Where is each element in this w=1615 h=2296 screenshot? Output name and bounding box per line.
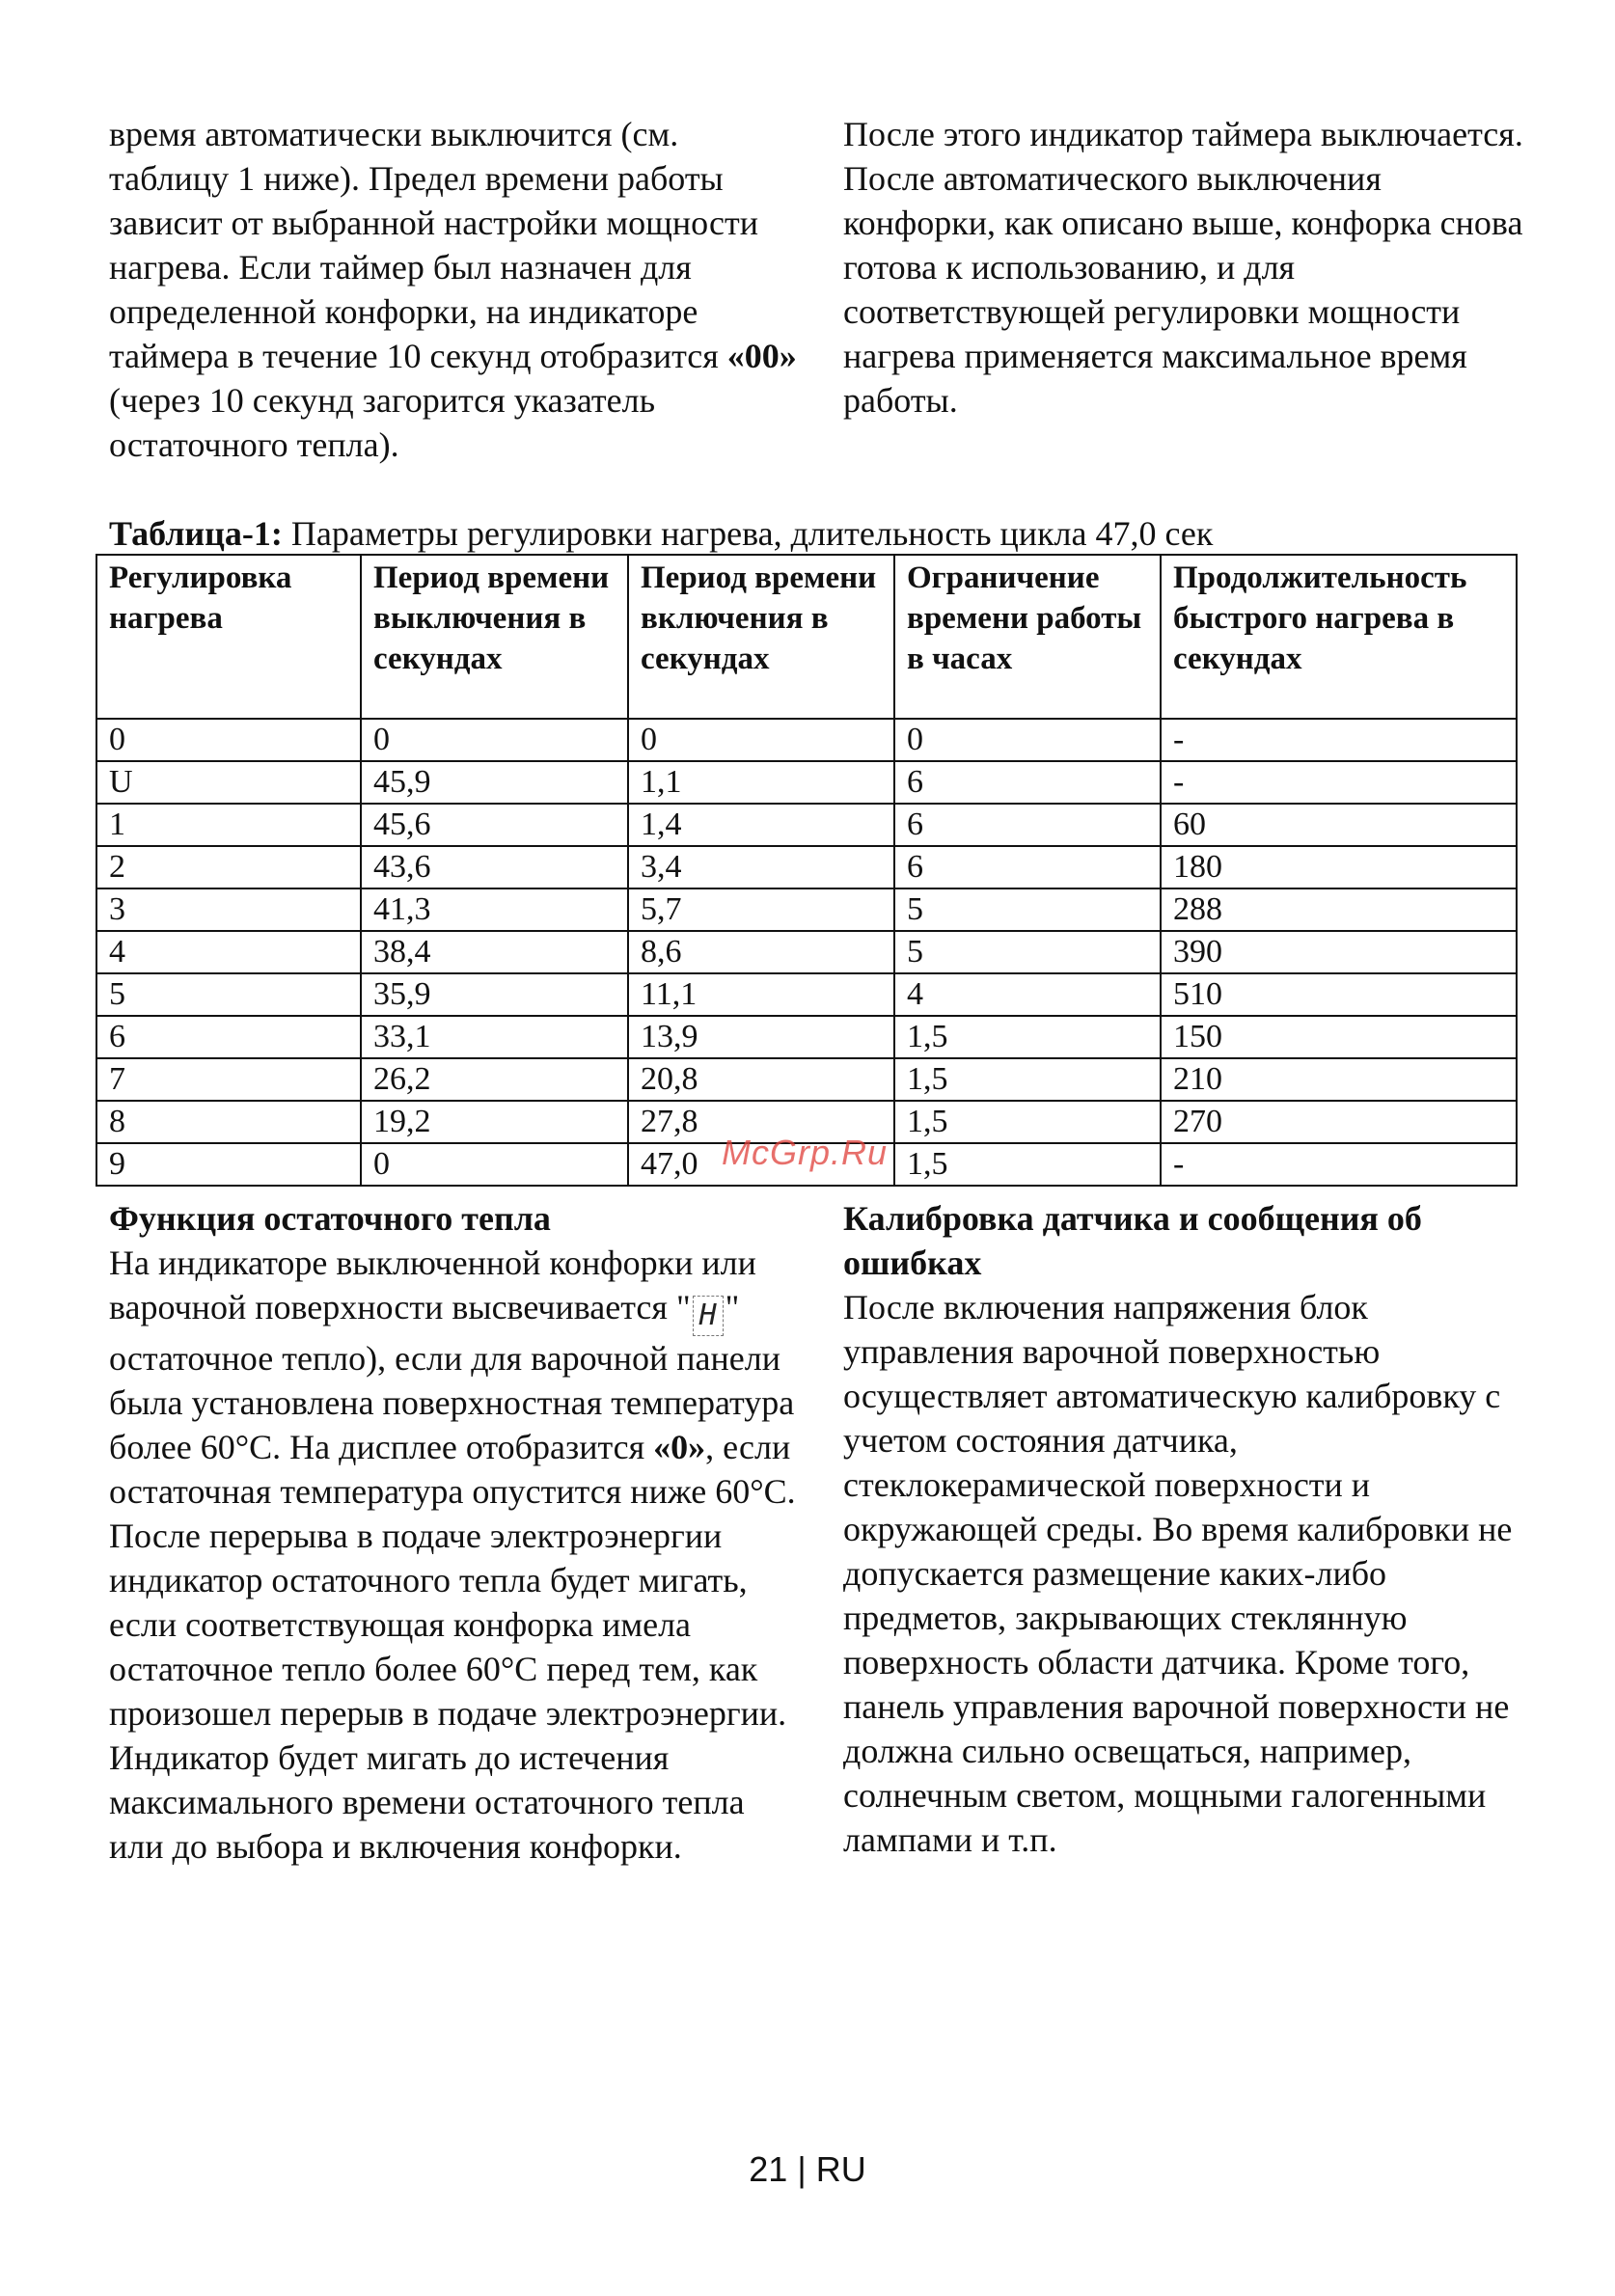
table-row [96,1058,1517,1101]
auto-off-paragraph: После автоматического выключения конфорки, как описано выше, конфорка снова готова к использованию, и для соответствующей регулировки мощности нагрева применяется максимальное время работы. [843,159,1523,420]
table-cell: 8,6 [628,931,894,973]
table-cell: 45,6 [361,804,628,846]
table-cell: 3 [96,888,361,931]
header-off-period: Период времени выключения в секундах [361,555,628,719]
table-cell: 47,0 [628,1143,894,1186]
table-row [96,804,1517,846]
table-cell: 150 [1161,1016,1517,1058]
timer-paragraph: время автоматически выключится (см. таблицу 1 ниже). Предел времени работы зависит от выбранной настройки мощности нагрева. Если таймер был назначен для определенной конфорки, на индикаторе таймера в течение 10 секунд отобразится «00» (через 10 секунд загорится указатель остаточного тепла). [109,115,797,464]
table-cell: 20,8 [628,1058,894,1101]
table-cell: 26,2 [361,1058,628,1101]
table-cell: 35,9 [361,973,628,1016]
table-cell: 5 [96,973,361,1016]
table-cell: 4 [96,931,361,973]
watermark: McGrp.Ru [722,1133,889,1172]
table-cell: 5 [894,931,1161,973]
table-cell: U [96,761,361,804]
timer-text-column [109,112,804,467]
table-cell: 2 [96,846,361,888]
table-cell: 5,7 [628,888,894,931]
calibration-paragraph: После включения напряжения блок управления варочной поверхностью осуществляет автоматическую калибровку с учетом состояния датчика, стеклокерамической поверхности и окружающей среды. Во время калибровки не допускается размещение каких-либо предметов, закрывающих стеклянную поверхность области датчика. Кроме того, панель управления варочной поверхности не должна сильно освещаться, например, солнечным светом, мощными галогенными лампами и т.п. [843,1288,1513,1859]
table-cell: 8 [96,1101,361,1143]
table-header-row [96,555,1517,719]
residual-heat-heading: Функция остаточного тепла [109,1199,551,1238]
table-caption [109,511,1518,556]
table-cell: 0 [361,1143,628,1186]
table-cell: 6 [96,1016,361,1058]
table-cell: 270 [1161,1101,1517,1143]
table-row [96,973,1517,1016]
table-row [96,846,1517,888]
timer-off-paragraph: После этого индикатор таймера выключается. [843,115,1523,153]
table-cell: 1 [96,804,361,846]
table-cell: 0 [96,719,361,761]
residual-heat-section [109,1196,804,1869]
page-number: 21 [749,2149,788,2189]
table-row [96,719,1517,761]
table-cell: 41,3 [361,888,628,931]
table-row [96,761,1517,804]
table-cell: 27,8 [628,1101,894,1143]
table-caption-label: Таблица-1: [109,514,283,553]
table-cell: 0 [894,719,1161,761]
display-zero: «0» [653,1428,706,1466]
table-cell: 38,4 [361,931,628,973]
timer-display-00: «00» [726,337,797,375]
residual-heat-paragraph-1: На индикаторе выключенной конфорки или варочной поверхности высвечивается " H " остаточное тепло), если для варочной панели была установлена поверхностная температура более 60°C. На дисплее отобразится «0», если остаточная температура опустится ниже 60°C. [109,1244,796,1511]
table-cell: - [1161,1143,1517,1186]
table-cell: - [1161,719,1517,761]
header-heat-setting: Регулировка нагрева [96,555,361,719]
table-cell: 33,1 [361,1016,628,1058]
header-time-limit: Ограничение времени работы в часах [894,555,1161,719]
table-cell: 3,4 [628,846,894,888]
table-cell: 13,9 [628,1016,894,1058]
table-cell: 1,5 [894,1143,1161,1186]
language-code: RU [815,2149,866,2189]
timer-off-column [843,112,1538,423]
table-cell: - [1161,761,1517,804]
table-cell: 6 [894,804,1161,846]
table-cell: 7 [96,1058,361,1101]
table-cell: 0 [628,719,894,761]
table-cell: 210 [1161,1058,1517,1101]
table-cell: 6 [894,846,1161,888]
table-cell: 180 [1161,846,1517,888]
table-cell: 4 [894,973,1161,1016]
table-cell: 60 [1161,804,1517,846]
residual-heat-indicator-icon: H [693,1296,724,1336]
heat-settings-table [96,554,1518,1187]
table-cell: 11,1 [628,973,894,1016]
table-cell: 19,2 [361,1101,628,1143]
table-cell: 288 [1161,888,1517,931]
table-cell: 5 [894,888,1161,931]
header-boost-duration: Продолжительность быстрого нагрева в секундах [1161,555,1517,719]
table-cell: 390 [1161,931,1517,973]
table-cell: 9 [96,1143,361,1186]
residual-heat-paragraph-2: После перерыва в подаче электроэнергии индикатор остаточного тепла будет мигать, если соответствующая конфорка имела остаточное тепло более 60°C перед тем, как произошел перерыв в подаче электроэнергии. Индикатор будет мигать до истечения максимального времени остаточного тепла или до выбора и включения конфорки. [109,1517,787,1866]
table-row [96,888,1517,931]
table-cell: 45,9 [361,761,628,804]
table-caption-text: Параметры регулировки нагрева, длительность цикла 47,0 сек [282,514,1214,553]
footer-separator: | [797,2149,807,2189]
table-cell: 0 [361,719,628,761]
header-on-period: Период времени включения в секундах [628,555,894,719]
calibration-section [843,1196,1538,1862]
table-cell: 1,4 [628,804,894,846]
table-cell: 6 [894,761,1161,804]
table-cell: 1,5 [894,1016,1161,1058]
table-cell: 1,5 [894,1058,1161,1101]
table-row [96,1016,1517,1058]
page-footer [0,2147,1615,2192]
calibration-heading: Калибровка датчика и сообщения об ошибках [843,1199,1422,1282]
table-cell: 510 [1161,973,1517,1016]
table-row [96,931,1517,973]
table-cell: 1,5 [894,1101,1161,1143]
table-cell: 43,6 [361,846,628,888]
table-cell: 1,1 [628,761,894,804]
